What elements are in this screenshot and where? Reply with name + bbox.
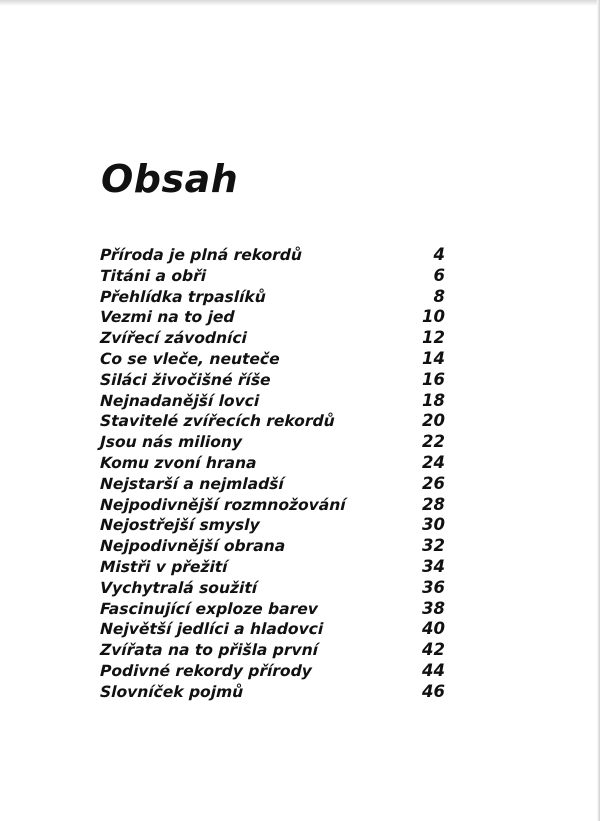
toc-entry	[100, 495, 445, 516]
toc-entry	[100, 474, 445, 495]
toc-entry	[100, 682, 445, 703]
toc-entry-page: 32	[422, 536, 445, 556]
toc-entry	[100, 432, 445, 453]
toc-entry-title: Nejpodivnější rozmnožování	[99, 495, 346, 514]
toc-entry-page: 14	[422, 348, 445, 368]
toc-entry-title: Titáni a obři	[99, 266, 207, 285]
toc-entry	[100, 599, 445, 620]
toc-entry	[100, 619, 445, 640]
toc-entry-page: 16	[422, 369, 445, 389]
toc-entry-title: Nejostřejší smysly	[99, 516, 260, 535]
toc-entry-title: Stavitelé zvířecích rekordů	[99, 412, 335, 431]
toc-entry	[100, 661, 445, 682]
toc-entry	[100, 640, 445, 661]
toc-entry-title: Jsou nás miliony	[99, 433, 243, 452]
toc-entry-page: 4	[433, 245, 445, 264]
toc-entry-title: Podivné rekordy přírody	[99, 661, 313, 680]
toc-entry-title: Zvířata na to přišla první	[99, 641, 319, 660]
toc-entry-page: 10	[422, 307, 445, 327]
toc-entry	[100, 515, 445, 536]
toc-entry	[100, 411, 445, 432]
toc-entry	[100, 370, 445, 391]
toc-entry-title: Vychytralá soužití	[99, 578, 258, 597]
toc-entry-page: 24	[422, 452, 445, 472]
toc-entry-page: 26	[422, 473, 445, 493]
toc-entry-title: Nejpodivnější obrana	[99, 537, 286, 556]
toc-entry-page: 30	[422, 515, 445, 535]
toc-entry	[100, 307, 445, 328]
toc-entry-title: Největší jedlíci a hladovci	[99, 620, 324, 639]
toc-entry-title: Komu zvoní hrana	[99, 453, 257, 472]
toc-entry	[100, 391, 445, 412]
toc-entry-page: 18	[422, 390, 445, 410]
toc-entry-title: Mistři v přežití	[99, 557, 228, 576]
toc-entry	[100, 287, 445, 308]
page-title: Obsah	[101, 157, 239, 201]
toc-entry-title: Slovníček pojmů	[99, 682, 244, 701]
toc-entry	[100, 349, 445, 370]
page-edge-top	[0, 0, 600, 6]
toc-entry-title: Příroda je plná rekordů	[99, 246, 303, 264]
toc-entry	[100, 453, 445, 474]
toc-entry	[100, 536, 445, 557]
toc-entry	[100, 328, 445, 349]
toc-entry	[100, 578, 445, 599]
toc-entry-title: Přehlídka trpaslíků	[99, 287, 267, 306]
toc-entry-title: Zvířecí závodníci	[99, 329, 248, 348]
toc-entry-page: 36	[422, 577, 445, 597]
toc-entry-page: 38	[422, 598, 445, 618]
toc-entry-page: 8	[433, 286, 445, 306]
toc-entry-page: 44	[422, 660, 445, 680]
toc-entry-page: 12	[422, 328, 445, 348]
toc-entry-page: 22	[422, 432, 445, 452]
toc-entry	[100, 557, 445, 578]
toc-entry	[100, 245, 445, 266]
toc-entry-title: Nejnadanější lovci	[99, 391, 260, 410]
toc-entry-page: 20	[422, 411, 445, 431]
toc-entry-title: Siláci živočišné říše	[99, 370, 271, 389]
toc-entry-title: Vezmi na to jed	[99, 308, 235, 327]
toc-entry-page: 34	[422, 556, 445, 576]
table-of-contents	[100, 245, 445, 703]
toc-entry-page: 6	[433, 265, 445, 285]
toc-entry-page: 28	[422, 494, 445, 514]
toc-entry-title: Co se vleče, neuteče	[99, 349, 281, 368]
toc-entry-title: Fascinující exploze barev	[99, 599, 319, 618]
toc-entry-page: 40	[422, 619, 445, 639]
toc-entry	[100, 266, 445, 287]
toc-entry-page: 46	[422, 681, 445, 701]
toc-entry-title: Nejstarší a nejmladší	[99, 474, 285, 493]
toc-entry-page: 42	[422, 640, 445, 660]
